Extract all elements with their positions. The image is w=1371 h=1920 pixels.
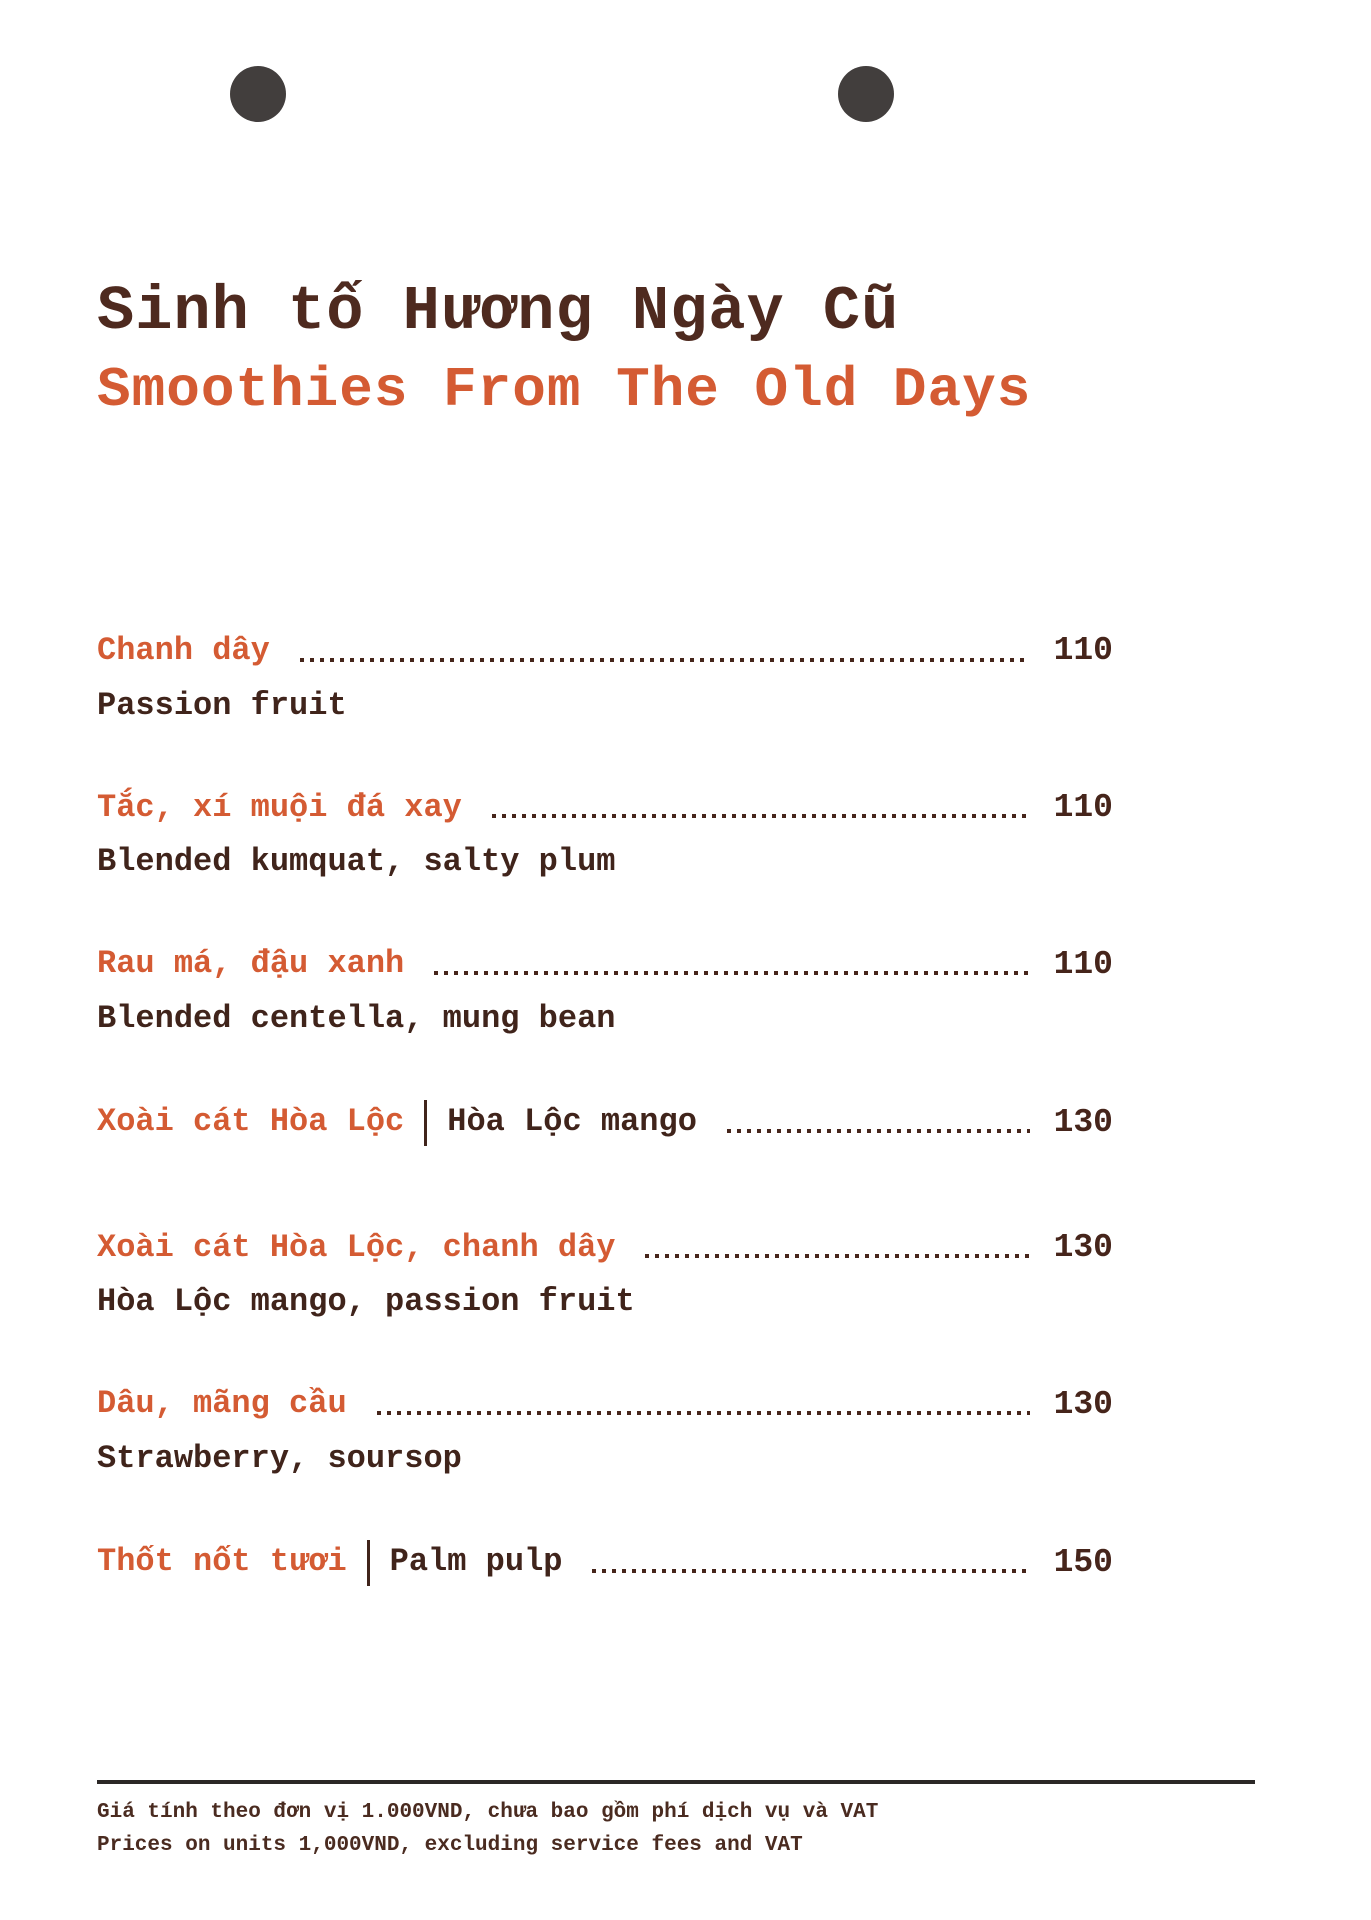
- decor-dot-right-icon: [838, 66, 894, 122]
- dotted-leader: [434, 971, 1029, 975]
- menu-list: [97, 630, 1113, 1644]
- item-name-en: Blended kumquat, salty plum: [97, 843, 616, 881]
- item-name-en: Hòa Lộc mango, passion fruit: [97, 1283, 635, 1321]
- footer-notes: [97, 1796, 1255, 1862]
- dotted-leader: [300, 658, 1030, 662]
- footer-note-english: Prices on units 1,000VND, excluding service fees and VAT: [97, 1834, 803, 1857]
- dotted-leader: [492, 814, 1030, 818]
- item-price: 110: [1053, 632, 1113, 670]
- item-name-vi: Chanh dây: [97, 632, 270, 669]
- item-row: [97, 1100, 1113, 1143]
- item-name-en: Passion fruit: [97, 686, 347, 724]
- item-name-vi: Xoài cát Hòa Lộc: [97, 1103, 405, 1141]
- item-price: 130: [1053, 1103, 1113, 1141]
- footer-note-vietnamese: Giá tính theo đơn vị 1.000VND, chưa bao gồm phí dịch vụ và VAT: [97, 1801, 879, 1824]
- item-name-vi: Rau má, đậu xanh: [97, 945, 405, 983]
- menu-item-xoai-chanh-day: [97, 1227, 1113, 1323]
- menu-item-tac-xi-muoi: [97, 787, 1113, 883]
- item-name-en: Strawberry, soursop: [97, 1439, 462, 1477]
- item-row: [97, 787, 1113, 829]
- item-row: [97, 630, 1113, 672]
- item-price: 110: [1053, 788, 1113, 826]
- item-row: [97, 1227, 1113, 1269]
- item-row: [97, 1540, 1113, 1583]
- page-title-english: Smoothies From The Old Days: [97, 358, 1032, 423]
- item-name-en: Blended centella, mung bean: [97, 999, 616, 1037]
- dotted-leader: [727, 1129, 1030, 1133]
- pipe-separator: [367, 1540, 370, 1586]
- item-row: [97, 1383, 1113, 1425]
- item-price: 130: [1053, 1229, 1113, 1267]
- item-price: 150: [1053, 1543, 1113, 1581]
- pipe-separator: [424, 1100, 427, 1146]
- page-title-vietnamese: Sinh tố Hương Ngày Cũ: [97, 276, 900, 347]
- dotted-leader: [592, 1569, 1029, 1573]
- footer-divider: [97, 1780, 1255, 1784]
- item-name-en: Palm pulp: [389, 1543, 563, 1581]
- item-name-vi: Tắc, xí muội đá xay: [97, 788, 462, 826]
- menu-item-thot-not-tuoi: [97, 1540, 1113, 1583]
- item-row: [97, 943, 1113, 985]
- menu-item-dau-mang-cau: [97, 1383, 1113, 1479]
- decor-dot-left-icon: [230, 66, 286, 122]
- menu-item-chanh-day: [97, 630, 1113, 726]
- item-name-vi: Xoài cát Hòa Lộc, chanh dây: [97, 1228, 616, 1266]
- menu-item-xoai-cat-hoa-loc: [97, 1100, 1113, 1143]
- item-name-en: Hòa Lộc mango: [447, 1103, 697, 1141]
- page-header: [97, 278, 1031, 422]
- menu-item-rau-ma: [97, 943, 1113, 1039]
- dotted-leader: [377, 1411, 1030, 1415]
- item-name-vi: Thốt nốt tươi: [97, 1543, 347, 1581]
- item-price: 130: [1053, 1385, 1113, 1423]
- dotted-leader: [645, 1254, 1029, 1258]
- item-price: 110: [1053, 945, 1113, 983]
- page-footer: [97, 1780, 1255, 1862]
- item-name-vi: Dâu, mãng cầu: [97, 1385, 347, 1423]
